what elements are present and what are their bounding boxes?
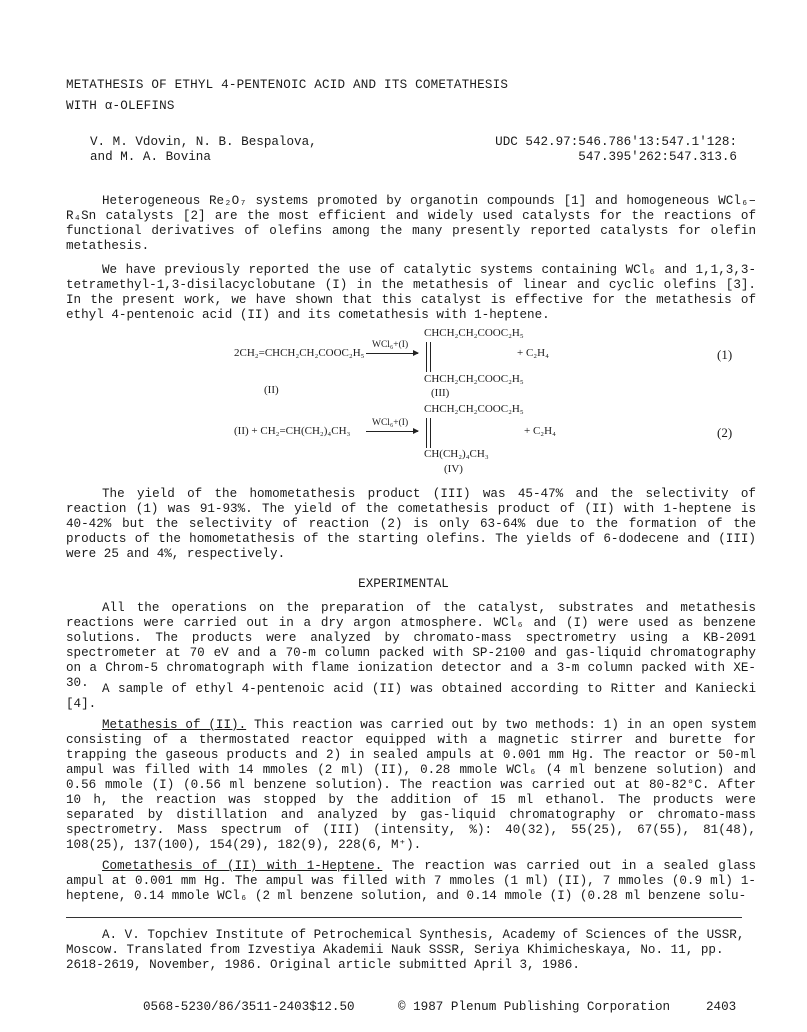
udc-classification — [495, 135, 737, 165]
r1-reactant-label: (II) — [264, 384, 279, 396]
r1-product-label: (III) — [431, 387, 450, 399]
r2-coproduct: + C₂H₄ — [524, 425, 556, 437]
reaction-scheme — [0, 320, 807, 480]
r1-double-bond — [426, 342, 431, 372]
cometathesis-heading: Cometathesis of (II) with 1-Heptene. — [102, 859, 383, 873]
r1-reactant: 2CH₂=CHCH₂CH₂COOC₂H₅ — [234, 347, 365, 359]
cometathesis-paragraph — [66, 859, 756, 904]
title-line-1: METATHESIS OF ETHYL 4-PENTENOIC ACID AND ITS COMETATHESIS — [66, 78, 509, 92]
previous-work-paragraph — [66, 263, 756, 323]
methods-paragraph — [66, 601, 756, 691]
r2-product-top: CHCH₂CH₂COOC₂H₅ — [424, 403, 524, 415]
sample-paragraph — [66, 682, 756, 712]
results-text: The yield of the homometathesis product (III) was 45-47% and the selectivity of reaction (1) was 91-93%. The yield of the cometathesis product of (II) with 1-heptene is 40-42% but the selectivity of reaction (2) is only 63-64% due to the formation of the products of the homometathesis of the starting olefins. The yields of 6-dodecene and (III) were 25 and 4%, respectively. — [66, 487, 756, 561]
previous-work-text: We have previously reported the use of catalytic systems containing WCl₆ and 1,1,3,3-tetramethyl-1,3-disilacyclobutane (I) in the metathesis of linear and cyclic olefins [3]. In the present work, we have shown that this catalyst is effective for the metathesis of ethyl 4-pentenoic acid (II) and its cometathesis with 1-heptene. — [66, 263, 756, 322]
document-code: 0568-5230/86/3511-2403$12.50 — [143, 1000, 355, 1014]
metathesis-paragraph — [66, 718, 756, 853]
r2-catalyst: WCl₆+(I) — [372, 418, 409, 428]
intro-text: Heterogeneous Re₂O₇ systems promoted by organotin compounds [1] and homogeneous WCl₆–R₄Sn catalysts [2] are the most efficient and widely used catalysts for the reactions of functional derivatives of olefins among the many presently reported catalysts for olefin metathesis. — [66, 194, 756, 253]
article-title — [66, 78, 766, 120]
r1-catalyst: WCl₆+(I) — [372, 340, 409, 350]
r2-product-bottom: CH(CH₂)₄CH₃ — [424, 448, 489, 460]
r1-arrow — [366, 353, 418, 354]
r2-double-bond — [426, 418, 431, 448]
copyright: © 1987 Plenum Publishing Corporation — [398, 1000, 671, 1014]
metathesis-heading: Metathesis of (II). — [102, 718, 247, 732]
udc-line-1: UDC 542.97:546.786'13:547.1'128: — [495, 135, 737, 149]
metathesis-text: This reaction was carried out by two methods: 1) in an open system consisting of a thermostated reactor equipped with a magnetic stirrer and burette for trapping the gaseous products and 2) in sealed ampuls at 0.001 mm Hg. The reactor or 50-ml ampul was filled with 14 mmoles (2 ml) (II), 0.28 mmole WCl₆ (4 ml benzene solution) and 0.56 mmole (I) (0.56 ml benzene solution). The reaction was carried out at 80-82°C. After 10 h, the reaction was stopped by the addition of 15 ml ethanol. The products were separated by distillation and analyzed by gas-liquid chromatography or chromato-mass spectrometry. Mass spectrum of (III) (intensity, %): 40(32), 55(25), 67(55), 81(48), 108(25), 137(100), 154(29), 182(9), 228(6, M⁺). — [66, 718, 756, 852]
r1-coproduct: + C₂H₄ — [517, 347, 549, 359]
reaction-1-number: (1) — [717, 347, 733, 362]
cometathesis-text: The reaction was carried out in a sealed glass ampul at 0.001 mm Hg. The ampul was filled with 7 mmoles (1 ml) (II), 7 mmoles (0.9 ml) 1-heptene, 0.14 mmole WCl₆ (2 ml benzene solution, and 0.14 mmole (I) (0.28 ml benzene solu- — [66, 859, 756, 903]
methods-text: All the operations on the preparation of the catalyst, substrates and metathesis reactions were carried out in a dry argon atmosphere. WCl₆ and (I) were used as benzene solutions. The products were analyzed by chromato-mass spectrometry using a KB-2091 spectrometer at 70 eV and a 70-m column packed with SP-2100 and gas-liquid chromatography on a Chrom-5 chromatograph with flame ionization detector and a 3-m column packed with XE-30. — [66, 601, 756, 690]
footnote — [66, 928, 746, 973]
authors-line-1: V. M. Vdovin, N. B. Bespalova, — [90, 135, 317, 149]
r2-reactants: (II) + CH₂=CH(CH₂)₄CH₃ — [234, 425, 351, 437]
page-number: 2403 — [706, 1000, 737, 1014]
section-heading: EXPERIMENTAL — [358, 577, 449, 591]
r1-product-top: CHCH₂CH₂COOC₂H₅ — [424, 327, 524, 339]
reaction-2-number: (2) — [717, 425, 733, 440]
title-line-2: WITH α-OLEFINS — [66, 99, 175, 113]
udc-line-2: 547.395'262:547.313.6 — [578, 150, 737, 164]
author-list — [90, 135, 317, 165]
r1-product-bottom: CHCH₂CH₂COOC₂H₅ — [424, 373, 524, 385]
r2-arrow — [366, 431, 418, 432]
footnote-divider — [66, 917, 742, 918]
authors-line-2: and M. A. Bovina — [90, 150, 211, 164]
sample-text: A sample of ethyl 4-pentenoic acid (II) was obtained according to Ritter and Kaniecki [4]. — [66, 682, 756, 711]
intro-paragraph — [66, 194, 756, 254]
results-paragraph — [66, 487, 756, 562]
footnote-text: A. V. Topchiev Institute of Petrochemical Synthesis, Academy of Sciences of the USSR, Moscow. Translated from Izvestiya Akademii Nauk SSSR, Seriya Khimicheskaya, No. 11, pp. 2618-2619, November, 1986. Original article submitted April 3, 1986. — [66, 928, 745, 972]
r2-product-label: (IV) — [444, 463, 463, 475]
